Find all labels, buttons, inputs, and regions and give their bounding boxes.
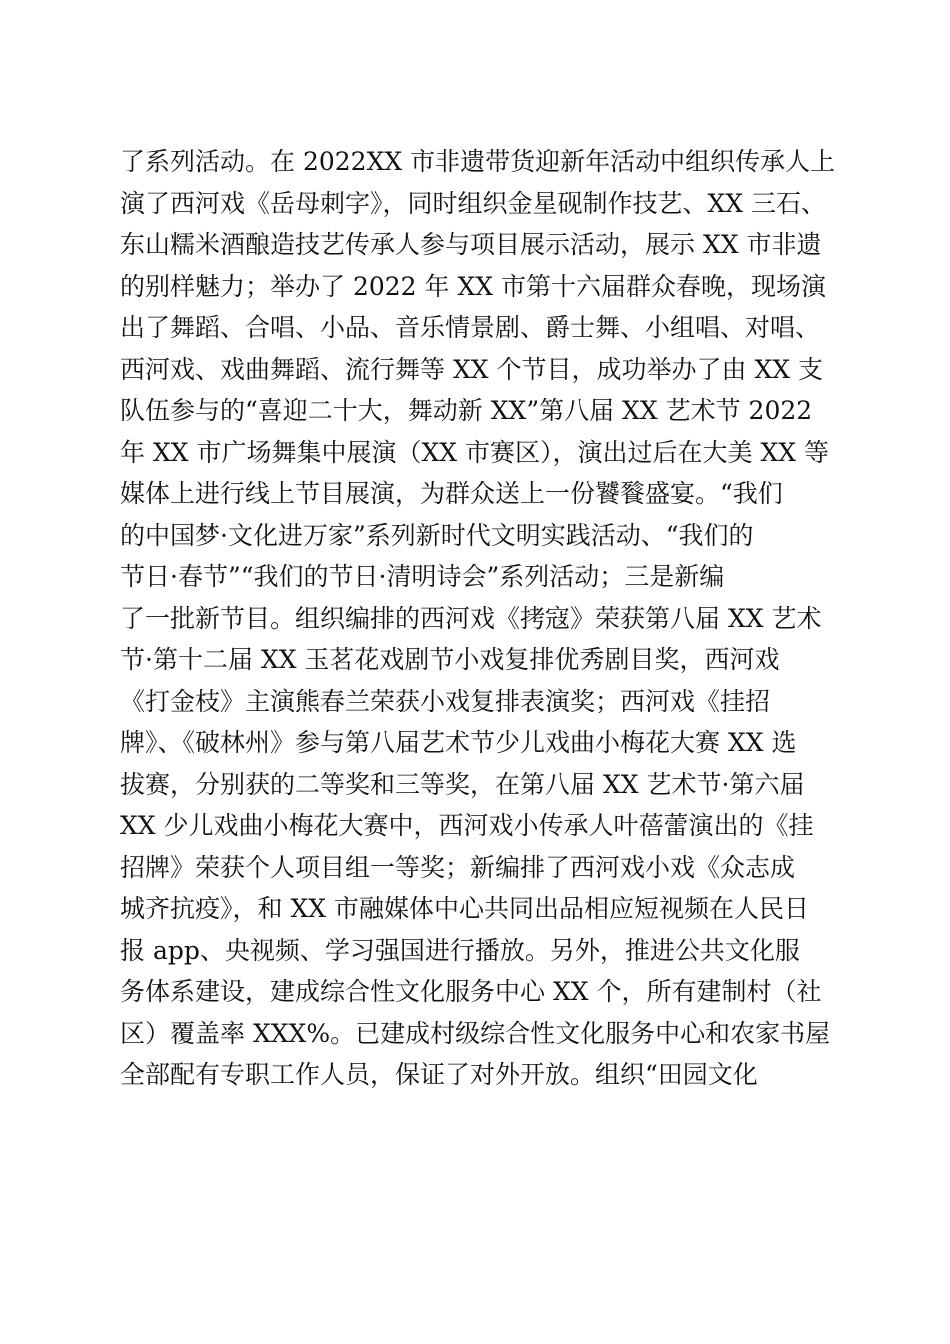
text-line: 队伍参与的“喜迎二十大，舞动新 XX”第八届 XX 艺术节 2022 xyxy=(120,396,813,425)
text-line: 的别样魅力；举办了 2022 年 XX 市第十六届群众春晚，现场演 xyxy=(120,271,827,301)
text-line: 《打金枝》主演熊春兰荣获小戏复排表演奖；西河戏《挂招 xyxy=(120,686,771,716)
text-line: 西河戏、戏曲舞蹈、流行舞等 XX 个节目，成功举办了由 XX 支 xyxy=(120,354,823,384)
text-line: 招牌》荣获个人项目组一等奖；新编排了西河戏小戏《众志成 xyxy=(120,852,796,882)
text-line: 区）覆盖率 XXX%。已建成村级综合性文化服务中心和农家书屋 xyxy=(120,1018,831,1048)
text-line: 演了西河戏《岳母刺字》，同时组织金星砚制作技艺、XX 三石、 xyxy=(120,188,827,218)
body-paragraph xyxy=(120,141,840,1096)
text-line: 媒体上进行线上节目展演，为群众送上一份饕餮盛宴。“我们 xyxy=(120,479,783,508)
text-line: 了系列活动。在 2022XX 市非遗带货迎新年活动中组织传承人上 xyxy=(120,147,836,176)
text-line: 报 app、央视频、学习强国进行播放。另外，推进公共文化服 xyxy=(120,935,800,965)
text-line: 城齐抗疫》，和 XX 市融媒体中心共同出品相应短视频在人民日 xyxy=(120,894,809,923)
text-line: 拔赛，分别获的二等奖和三等奖，在第八届 XX 艺术节·第六届 xyxy=(120,769,805,799)
text-line: 全部配有专职工作人员，保证了对外开放。组织“田园文化 xyxy=(120,1060,758,1089)
text-line: 务体系建设，建成综合性文化服务中心 XX 个，所有建制村（社 xyxy=(120,977,822,1006)
text-line: 东山糯米酒酿造技艺传承人参与项目展示活动，展示 XX 市非遗 xyxy=(120,230,822,259)
text-line: 出了舞蹈、合唱、小品、音乐情景剧、爵士舞、小组唱、对唱、 xyxy=(120,313,821,342)
text-line: 年 XX 市广场舞集中展演（XX 市赛区），演出过后在大美 XX 等 xyxy=(120,437,830,467)
text-line: 的中国梦·文化进万家”系列新时代文明实践活动、“我们的 xyxy=(120,520,754,550)
text-line: 节·第十二届 XX 玉茗花戏剧节小戏复排优秀剧目奖，西河戏 xyxy=(120,645,780,674)
text-line: XX 少儿戏曲小梅花大赛中，西河戏小传承人叶蓓蕾演出的《挂 xyxy=(120,811,814,840)
text-line: 节日·春节”“我们的节日·清明诗会”系列活动；三是新编 xyxy=(120,562,725,591)
text-line: 牌》、《破林州》参与第八届艺术节少儿戏曲小梅花大赛 XX 选 xyxy=(120,728,797,757)
text-line: 了一批新节目。组织编排的西河戏《拷寇》荣获第八届 XX 艺术 xyxy=(120,603,822,633)
